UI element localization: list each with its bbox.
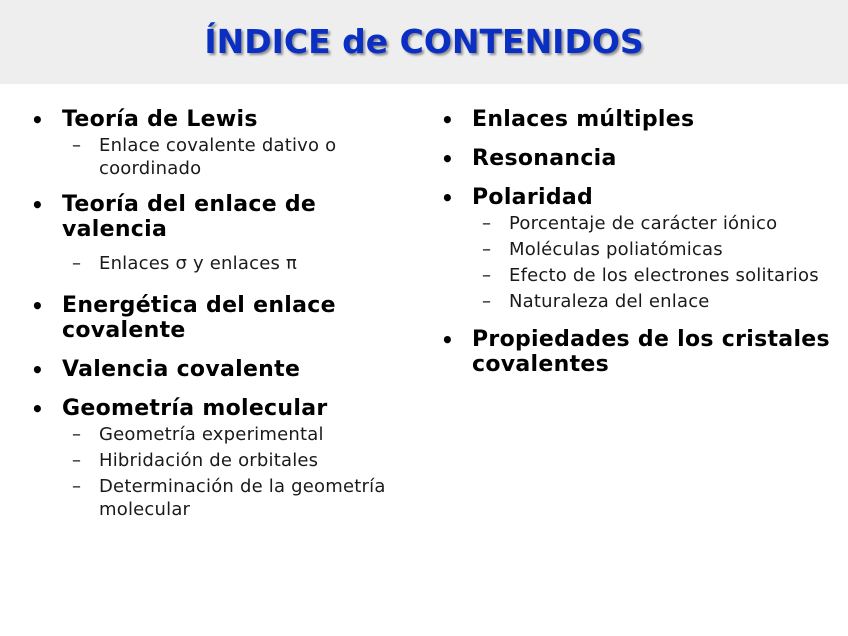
item-label: Resonancia bbox=[472, 146, 617, 171]
sub-item-label: Porcentaje de carácter iónico bbox=[509, 213, 778, 234]
sub-item-label: Hibridación de orbitales bbox=[99, 450, 319, 471]
sub-item-label: Geometría experimental bbox=[99, 424, 324, 445]
dash-icon: – bbox=[72, 476, 82, 497]
sub-list bbox=[472, 212, 838, 313]
item-label: Teoría del enlace de valencia bbox=[62, 192, 317, 242]
sub-list bbox=[62, 252, 408, 275]
sub-item bbox=[62, 449, 408, 472]
sub-item-label: Enlace covalente dativo o coordinado bbox=[99, 135, 337, 179]
left-column-list bbox=[28, 107, 408, 533]
list-item bbox=[438, 327, 838, 377]
dash-icon: – bbox=[72, 135, 82, 156]
sub-list bbox=[62, 423, 408, 521]
bullet-icon: • bbox=[441, 108, 454, 132]
right-column-list bbox=[438, 107, 838, 389]
bullet-icon: • bbox=[31, 193, 44, 217]
sub-item bbox=[472, 238, 838, 261]
bullet-icon: • bbox=[31, 358, 44, 382]
item-label: Energética del enlace covalente bbox=[62, 293, 336, 343]
item-label: Valencia covalente bbox=[62, 357, 301, 382]
sub-item bbox=[62, 252, 408, 275]
item-label: Propiedades de los cristales covalentes bbox=[472, 327, 830, 377]
sub-item-label: Efecto de los electrones solitarios bbox=[509, 265, 819, 286]
sub-item-label: Enlaces σ y enlaces π bbox=[99, 253, 298, 274]
dash-icon: – bbox=[72, 253, 82, 274]
dash-icon: – bbox=[482, 265, 492, 286]
bullet-icon: • bbox=[31, 294, 44, 318]
item-label: Polaridad bbox=[472, 185, 594, 210]
item-label: Teoría de Lewis bbox=[62, 107, 258, 132]
sub-item bbox=[62, 423, 408, 446]
list-item bbox=[28, 192, 408, 275]
sub-item bbox=[472, 212, 838, 235]
sub-item-label: Moléculas poliatómicas bbox=[509, 239, 723, 260]
sub-item-label: Determinación de la geometría molecular bbox=[99, 476, 386, 520]
dash-icon: – bbox=[482, 291, 492, 312]
sub-item bbox=[472, 264, 838, 287]
list-item bbox=[28, 107, 408, 180]
bullet-icon: • bbox=[31, 397, 44, 421]
dash-icon: – bbox=[72, 450, 82, 471]
bullet-icon: • bbox=[441, 186, 454, 210]
title-banner bbox=[0, 0, 848, 84]
bullet-icon: • bbox=[441, 328, 454, 352]
dash-icon: – bbox=[482, 239, 492, 260]
sub-item bbox=[62, 134, 408, 180]
list-item bbox=[28, 357, 408, 382]
sub-item bbox=[62, 475, 408, 521]
list-item bbox=[28, 396, 408, 521]
sub-list bbox=[62, 134, 408, 180]
list-item bbox=[438, 146, 838, 171]
page-title: ÍNDICE de CONTENIDOS bbox=[204, 22, 644, 61]
sub-item bbox=[472, 290, 838, 313]
sub-item-label: Naturaleza del enlace bbox=[509, 291, 710, 312]
bullet-icon: • bbox=[31, 108, 44, 132]
dash-icon: – bbox=[482, 213, 492, 234]
item-label: Geometría molecular bbox=[62, 396, 328, 421]
bullet-icon: • bbox=[441, 147, 454, 171]
list-item bbox=[438, 185, 838, 313]
list-item bbox=[28, 293, 408, 343]
list-item bbox=[438, 107, 838, 132]
dash-icon: – bbox=[72, 424, 82, 445]
item-label: Enlaces múltiples bbox=[472, 107, 695, 132]
